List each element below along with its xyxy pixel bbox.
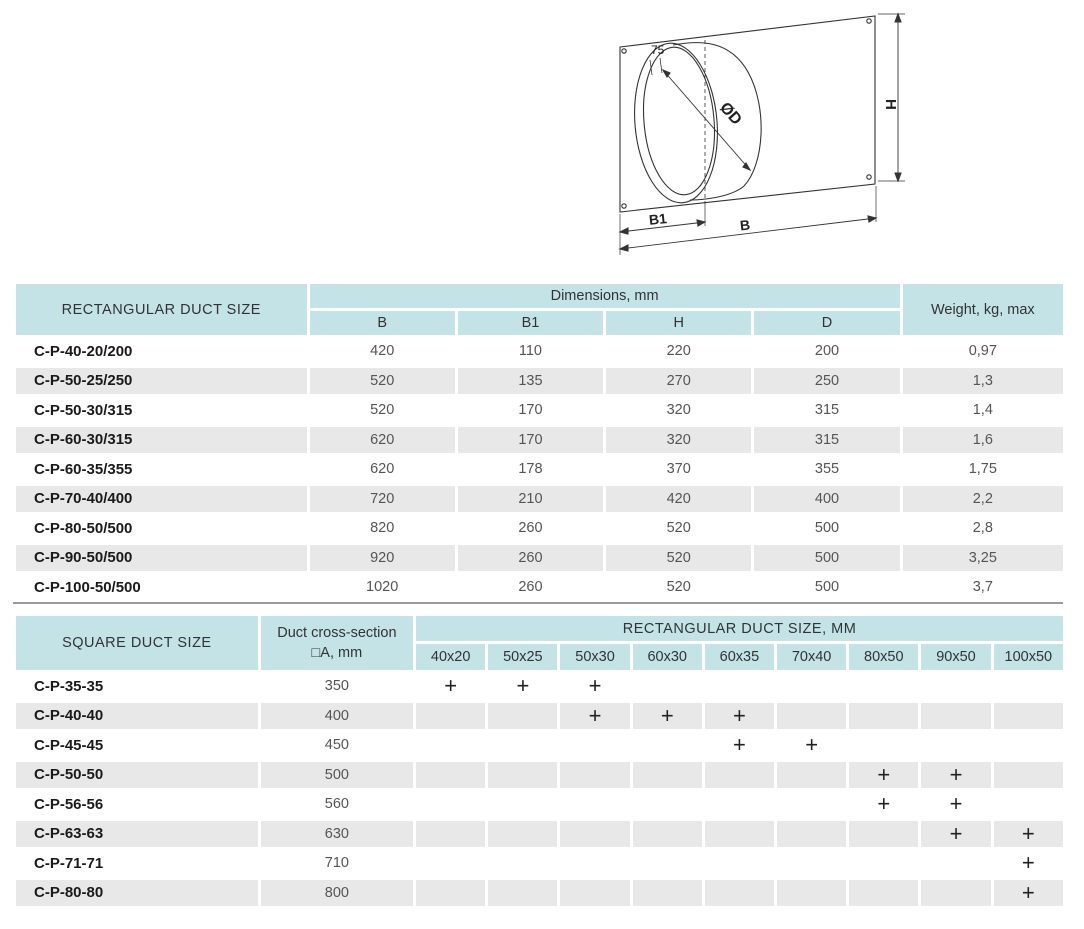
cell-b: 1020 [366,579,399,596]
cell-cross-section: 630 [261,821,413,848]
cell-weight: 3,7 [972,579,993,596]
compat-cell [488,880,557,907]
cell-cross-section: 710 [324,855,349,872]
header-size-100x50: 100x50 [994,644,1063,670]
compat-cell [488,850,557,877]
cell-model: C-P-56-56 [34,795,104,813]
table-row [16,427,1063,454]
compat-cell [416,821,485,848]
label-diameter: ØD [716,99,745,129]
header-size-80x50: 80x50 [849,644,918,670]
cell-b1: 135 [458,368,603,395]
cell-h: 220 [666,343,691,360]
compat-cell [705,821,774,848]
cell-model: C-P-90-50/500 [16,545,307,572]
compat-cell: + [560,703,629,730]
compat-cell [416,762,485,789]
cell-weight: 1,3 [903,368,1063,395]
cell-weight: 0,97 [968,343,997,360]
table-row [16,338,1063,365]
compat-cell: + [849,762,918,789]
compat-cell [416,791,485,818]
table-row [16,880,1063,907]
compat-cell [633,791,702,818]
header-cross-section-line1: Duct cross-section [277,625,397,641]
table-row [16,574,1063,601]
compat-cell [777,673,846,700]
compat-cell: + [705,703,774,730]
compat-cell [921,732,990,759]
compat-cell [633,880,702,907]
compat-cell [488,703,557,730]
cell-b: 920 [310,545,455,572]
cell-b1: 260 [518,579,543,596]
compat-cell [560,762,629,789]
compat-cell: + [444,673,458,699]
compat-cell [994,762,1063,789]
cell-model: C-P-80-50/500 [34,519,133,537]
header-size-70x40: 70x40 [777,644,846,670]
compat-cell [560,850,629,877]
compat-cell: + [733,732,746,758]
cell-model: C-P-50-30/315 [34,401,133,419]
compat-cell [560,821,629,848]
cell-b1: 210 [458,486,603,513]
compat-cell [488,821,557,848]
label-75: 75 [651,43,665,57]
compat-cell [705,673,774,700]
header-size-60x35: 60x35 [705,644,774,670]
header-rect-duct-size-mm: RECTANGULAR DUCT SIZE, MM [416,616,1063,641]
header-size-50x30: 50x30 [560,644,629,670]
cell-cross-section: 560 [324,796,349,813]
cell-model: C-P-60-35/355 [34,460,133,478]
compat-cell [849,880,918,907]
cell-b1: 178 [518,461,543,478]
table-row [16,545,1063,572]
compat-cell [705,850,774,877]
label-b: B [739,216,751,234]
header-dimensions: Dimensions, mm [310,284,900,308]
header-square-duct-size: SQUARE DUCT SIZE [16,616,258,670]
header-size-50x25: 50x25 [488,644,557,670]
cell-b: 420 [370,343,395,360]
compat-cell [777,880,846,907]
header-h: H [606,311,751,335]
cell-d: 250 [754,368,899,395]
compat-cell [777,703,846,730]
compat-cell [921,880,990,907]
cell-model: C-P-60-30/315 [16,427,307,454]
cell-h: 320 [606,427,751,454]
cell-model: C-P-71-71 [34,854,104,872]
cell-b1: 170 [518,402,543,419]
compat-cell [633,732,702,759]
table-row [16,703,1063,730]
table-row [16,486,1063,513]
cell-b1: 110 [518,343,542,360]
cell-model: C-P-45-45 [34,736,104,754]
compat-cell [633,821,702,848]
compat-cell: + [1021,850,1035,876]
header-weight: Weight, kg, max [903,284,1063,335]
cell-cross-section: 400 [261,703,413,730]
compat-cell: + [516,673,530,699]
cell-model: C-P-40-20/200 [34,342,133,360]
compat-cell [994,673,1063,700]
cell-h: 520 [666,579,691,596]
compat-cell [416,850,485,877]
cell-d: 315 [814,402,840,419]
cell-weight: 2,2 [903,486,1063,513]
compat-cell [416,703,485,730]
cell-h: 370 [666,461,691,478]
header-b: B [310,311,455,335]
compat-cell [849,673,918,700]
header-cross-section-line2: □A, mm [311,645,363,661]
compat-cell [560,732,629,759]
rectangular-duct-table [13,281,1066,604]
compat-cell: + [588,673,602,699]
compat-cell: + [994,880,1063,907]
compat-cell: + [877,791,891,817]
cell-model: C-P-80-80 [16,880,258,907]
cell-h: 270 [606,368,751,395]
compat-cell: + [921,762,990,789]
cell-h: 520 [666,520,691,537]
cell-b: 520 [310,368,455,395]
cell-cross-section: 350 [324,678,349,695]
cell-weight: 3,25 [903,545,1063,572]
table-row [16,397,1063,424]
cell-d: 500 [814,579,840,596]
compat-cell [416,880,485,907]
compat-cell [921,850,990,877]
cell-d: 500 [814,520,840,537]
cell-model: C-P-35-35 [34,677,104,695]
compat-cell [488,762,557,789]
cell-model: C-P-63-63 [16,821,258,848]
compat-cell [633,762,702,789]
cell-h: 520 [606,545,751,572]
compat-cell: + [805,732,819,758]
compat-cell: + [949,791,963,817]
compat-cell [633,673,702,700]
compat-cell [633,850,702,877]
cell-b: 520 [370,402,395,419]
cell-b1: 260 [518,520,543,537]
cell-cross-section: 800 [261,880,413,907]
compat-cell [921,703,990,730]
compat-cell [488,732,557,759]
square-duct-table [13,613,1066,909]
cell-weight: 2,8 [972,520,993,537]
label-b1: B1 [648,210,668,228]
compat-cell: + [633,703,702,730]
compat-cell [921,673,990,700]
section-divider [13,602,1063,604]
header-rect-duct-size: RECTANGULAR DUCT SIZE [16,284,307,335]
header-d: D [754,311,899,335]
product-drawing [590,0,920,270]
table-row [16,762,1063,789]
cell-h: 420 [606,486,751,513]
cell-h: 320 [666,402,691,419]
cell-d: 315 [754,427,899,454]
cell-b: 620 [370,461,395,478]
cell-b1: 170 [458,427,603,454]
cell-weight: 1,6 [903,427,1063,454]
cell-weight: 1,75 [968,461,997,478]
compat-cell [705,880,774,907]
label-height: H [882,99,899,110]
table-row [16,673,1063,700]
cell-b: 720 [310,486,455,513]
compat-cell [705,762,774,789]
table-row [16,368,1063,395]
header-b1: B1 [458,311,603,335]
cell-d: 500 [754,545,899,572]
cell-cross-section: 450 [324,737,349,754]
compat-cell [994,791,1063,818]
compat-cell [849,821,918,848]
cell-model: C-P-50-25/250 [16,368,307,395]
compat-cell [488,791,557,818]
compat-cell [849,703,918,730]
cell-model: C-P-40-40 [16,703,258,730]
compat-cell [705,791,774,818]
table-row [16,850,1063,877]
compat-cell [777,821,846,848]
compat-cell [994,732,1063,759]
table-row [16,821,1063,848]
compat-cell: + [921,821,990,848]
compat-cell [777,762,846,789]
table-row [16,791,1063,818]
cell-b1: 260 [458,545,603,572]
compat-cell [560,880,629,907]
header-size-60x30: 60x30 [633,644,702,670]
cell-cross-section: 500 [261,762,413,789]
cell-model: C-P-50-50 [16,762,258,789]
table-row [16,456,1063,483]
table-row [16,515,1063,542]
cell-b: 620 [310,427,455,454]
cell-model: C-P-70-40/400 [16,486,307,513]
header-size-40x20: 40x20 [416,644,485,670]
compat-cell: + [994,821,1063,848]
cell-model: C-P-100-50/500 [34,578,141,596]
compat-cell [994,703,1063,730]
compat-cell [560,791,629,818]
cell-b: 820 [370,520,395,537]
cell-d: 200 [814,343,840,360]
header-size-90x50: 90x50 [921,644,990,670]
compat-cell [777,850,846,877]
table-row [16,732,1063,759]
compat-cell [416,732,485,759]
compat-cell [849,850,918,877]
compat-cell [849,732,918,759]
cell-weight: 1,4 [972,402,993,419]
compat-cell [777,791,846,818]
cell-d: 355 [814,461,840,478]
cell-d: 400 [754,486,899,513]
header-cross-section [261,616,413,670]
